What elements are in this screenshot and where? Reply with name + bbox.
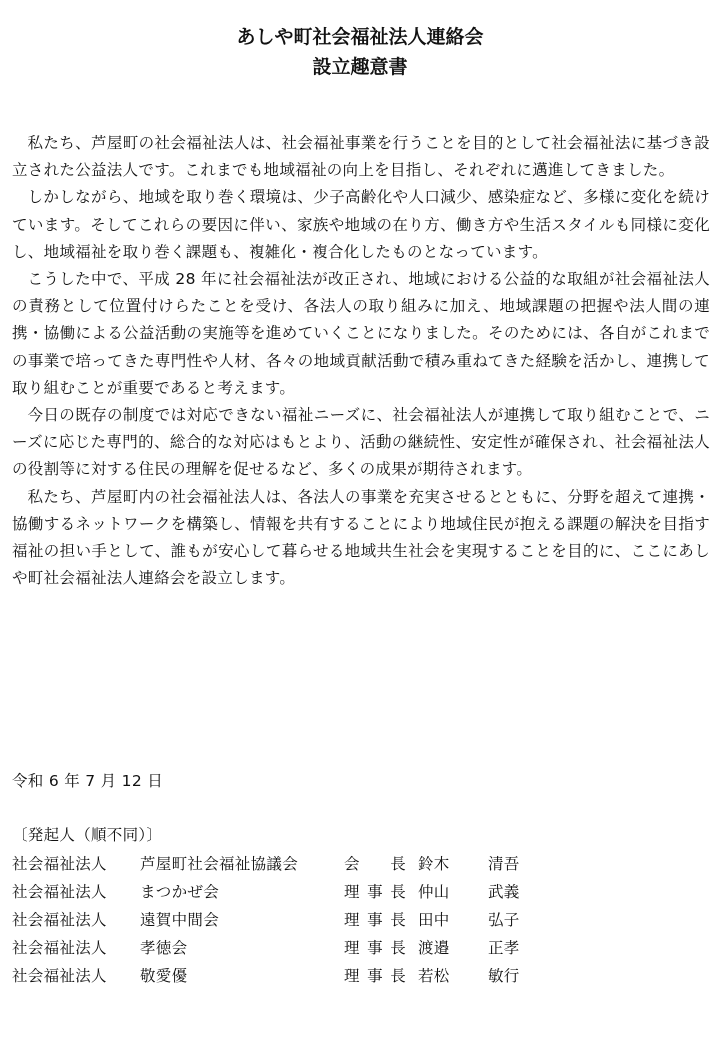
founder-role: 理事長 — [344, 939, 406, 957]
founder-surname: 鈴木 — [418, 855, 450, 873]
paragraph: 今日の既存の制度では対応できない福祉ニーズに、社会福祉法人が連携して取り組むことで、ニーズに応じた専門的、総合的な対応はもとより、活動の継続性、安定性が確保され、社会福祉法人の役割等に対する住民の理解を促せるなど、多くの成果が期待されます。 — [12, 406, 710, 479]
founders-list — [12, 850, 612, 990]
paragraph: 私たち、芦屋町の社会福祉法人は、社会福祉事業を行うことを目的として社会福祉法に基づき設立された公益法人です。これまでも地域福祉の向上を目指し、それぞれに邁進してきました。 — [12, 134, 710, 180]
founder-type: 社会福祉法人 — [12, 911, 107, 929]
founder-row — [12, 934, 612, 962]
founder-organization: 遠賀中間会 — [140, 911, 220, 929]
founder-role: 理事長 — [344, 911, 406, 929]
founder-surname: 田中 — [418, 911, 450, 929]
founder-role: 会長 — [344, 855, 406, 873]
founder-organization: 孝徳会 — [140, 939, 188, 957]
founder-type: 社会福祉法人 — [12, 939, 107, 957]
document-title — [0, 22, 720, 82]
founder-surname: 若松 — [418, 967, 450, 985]
founder-row — [12, 850, 612, 878]
founder-row — [12, 878, 612, 906]
founder-given-name: 清吾 — [488, 855, 520, 873]
founders-label: 〔発起人（順不同）〕 — [12, 826, 163, 844]
founder-role: 理事長 — [344, 967, 406, 985]
founder-organization: 芦屋町社会福祉協議会 — [140, 855, 299, 873]
founder-row — [12, 906, 612, 934]
founder-type: 社会福祉法人 — [12, 855, 107, 873]
founder-given-name: 武義 — [488, 883, 520, 901]
paragraph: しかしながら、地域を取り巻く環境は、少子高齢化や人口減少、感染症など、多様に変化を続けています。そしてこれらの要因に伴い、家族や地域の在り方、働き方や生活スタイルも同様に変化し、地域福祉を取り巻く課題も、複雑化・複合化したものとなっています。 — [12, 188, 710, 261]
founder-given-name: 弘子 — [488, 911, 520, 929]
founder-given-name: 正孝 — [488, 939, 520, 957]
paragraph: こうした中で、平成 28 年に社会福祉法が改正され、地域における公益的な取組が社会福祉法人の責務として位置付けらたことを受け、各法人の取り組みに加え、地域課題の把握や法人間の連携・協働による公益活動の実施等を進めていくことになりました。そのためには、各自がこれまでの事業で培ってきた専門性や人材、各々の地域貢献活動で積み重ねてきた経験を活かし、連携して取り組むことが重要であると考えます。 — [12, 270, 710, 397]
founder-organization: まつかぜ会 — [140, 883, 220, 901]
founder-row — [12, 962, 612, 990]
paragraph: 私たち、芦屋町内の社会福祉法人は、各法人の事業を充実させるとともに、分野を超えて連携・協働するネットワークを構築し、情報を共有することにより地域住民が抱える課題の解決を目指す福祉の担い手として、誰もが安心して暮らせる地域共生社会を実現することを目的に、ここにあしや町社会福祉法人連絡会を設立します。 — [12, 487, 710, 588]
title-line-prospectus: 設立趣意書 — [312, 56, 408, 78]
body-text — [12, 130, 710, 592]
founder-surname: 渡邉 — [418, 939, 450, 957]
founder-surname: 仲山 — [418, 883, 450, 901]
founder-role: 理事長 — [344, 883, 406, 901]
founder-type: 社会福祉法人 — [12, 967, 107, 985]
founder-type: 社会福祉法人 — [12, 883, 107, 901]
founder-organization: 敬愛優 — [140, 967, 188, 985]
founder-given-name: 敏行 — [488, 967, 520, 985]
title-line-organization: あしや町社会福祉法人連絡会 — [236, 26, 484, 48]
establishment-date: 令和 6 年 7 月 12 日 — [12, 772, 164, 790]
